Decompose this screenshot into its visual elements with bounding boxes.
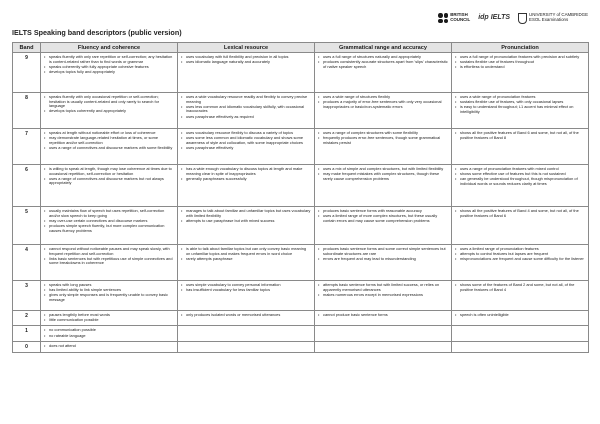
descriptor-item: • speech is often unintelligible [455,313,585,318]
descriptor-list [455,167,585,187]
descriptor-cell [178,93,315,129]
descriptor-cell [452,165,589,207]
descriptor-item: • produces simple speech fluently, but more complex communication causes fluency problems [44,224,174,233]
descriptor-item: • has insufficient vocabulary for less familiar topics [181,288,311,293]
descriptor-cell [315,326,452,341]
descriptor-item: • speaks at length without noticeable effort or loss of coherence [44,131,174,136]
descriptor-list [44,131,174,151]
descriptor-cell [178,311,315,326]
descriptor-list [455,247,585,262]
column-header-band: Band [13,43,41,53]
descriptor-cell [178,53,315,93]
descriptor-list [318,247,448,261]
descriptor-list [44,283,174,303]
descriptor-item: • errors are frequent and may lead to misunderstanding [318,257,448,262]
descriptor-cell [315,165,452,207]
descriptor-item: • uses a wide vocabulary resource readily and flexibly to convey precise meaning [181,95,311,104]
descriptor-list [181,283,311,293]
descriptor-item: • attempts basic sentence forms but with limited success, or relies on apparently memorised utterances [318,283,448,292]
descriptor-list [318,55,448,69]
band-cell: 6 [13,165,41,207]
band-cell: 8 [13,93,41,129]
column-header-pronunciation: Pronunciation [452,43,589,53]
descriptor-item: • is effortless to understand [455,65,585,70]
descriptor-cell [41,165,178,207]
descriptor-list [318,283,448,297]
descriptor-cell [178,165,315,207]
descriptor-cell [178,281,315,311]
descriptor-cell [452,129,589,165]
table-row [13,93,589,129]
descriptor-item: • uses some less common and idiomatic vocabulary and shows some awareness of style and collocation, with some inappropriate choices [181,136,311,145]
descriptor-list [181,313,311,318]
descriptor-item: • may demonstrate language-related hesitation at times, or some repetition and/or self-correction [44,136,174,145]
descriptor-item: • no rateable language [44,334,174,339]
descriptor-list [318,209,448,223]
descriptor-cell [178,207,315,245]
descriptor-list [44,55,174,75]
descriptor-cell [315,245,452,281]
descriptor-item: • little communication possible [44,318,174,323]
descriptor-list [44,328,174,338]
descriptor-cell [452,93,589,129]
descriptor-item: • is easy to understand throughout; L1 accent has minimal effect on intelligibility [455,105,585,114]
column-header-grammar: Grammatical range and accuracy [315,43,452,53]
descriptor-item: • has a wide enough vocabulary to discuss topics at length and make meaning clear in spite of inappropriacies [181,167,311,176]
column-header-fluency: Fluency and coherence [41,43,178,53]
descriptor-list [181,247,311,261]
table-row [13,341,589,352]
descriptor-item: • uses a wide range of pronunciation features [455,95,585,100]
descriptor-item: • uses paraphrase effectively [181,146,311,151]
descriptor-item: • frequently produces error-free sentences, though some grammatical mistakes persist [318,136,448,145]
descriptor-item: • shows all the positive features of Band 6 and some, but not all, of the positive features of Band 8 [455,131,585,140]
descriptor-item: • speaks coherently with fully appropriate cohesive features [44,65,174,70]
descriptor-item: • is able to talk about familiar topics but can only convey basic meaning on unfamiliar topics and makes frequent errors in word choice [181,247,311,256]
descriptor-item: • mispronunciations are frequent and cause some difficulty for the listener [455,257,585,262]
descriptor-cell [452,341,589,352]
band-cell: 5 [13,207,41,245]
table-row [13,207,589,245]
descriptor-cell [41,93,178,129]
descriptor-item: • produces basic sentence forms and some correct simple sentences but subordinate structures are rare [318,247,448,256]
descriptor-item: • uses a limited range of pronunciation features [455,247,585,252]
band-cell: 9 [13,53,41,93]
descriptor-cell [315,53,452,93]
descriptor-cell [178,341,315,352]
table-row [13,281,589,311]
descriptor-item: • uses paraphrase effectively as required [181,115,311,120]
descriptor-cell [315,341,452,352]
descriptor-cell [452,53,589,93]
descriptor-item: • uses a mix of simple and complex structures, but with limited flexibility [318,167,448,172]
descriptor-item: • uses idiomatic language naturally and accurately [181,60,311,65]
descriptor-item: • uses vocabulary resource flexibly to discuss a variety of topics [181,131,311,136]
descriptor-cell [41,207,178,245]
descriptor-item: • shows some of the features of Band 2 and some, but not all, of the positive features of Band 4 [455,283,585,292]
descriptor-cell [452,245,589,281]
table-row [13,53,589,93]
descriptor-cell [452,281,589,311]
cambridge-logo [518,13,588,24]
band-cell: 7 [13,129,41,165]
descriptor-item: • speaks fluently with only rare repetition or self-correction; any hesitation is content-related rather than to find words or grammar [44,55,174,64]
descriptor-item: • uses a wide range of structures flexibly [318,95,448,100]
table-row [13,165,589,207]
descriptor-list [44,313,174,323]
descriptor-item: • only produces isolated words or memorised utterances [181,313,311,318]
descriptor-item: • uses a range of connectives and discourse markers but not always appropriately [44,177,174,186]
descriptor-list [318,167,448,181]
descriptor-item: • develops topics fully and appropriately [44,70,174,75]
logo-strip [438,8,588,28]
band-cell: 1 [13,326,41,341]
descriptor-cell [41,326,178,341]
descriptor-list [455,209,585,218]
descriptor-item: • shows all the positive features of Band 4 and some, but not all, of the positive features of Band 6 [455,209,585,218]
descriptor-item: • rarely attempts paraphrase [181,257,311,262]
descriptor-item: • gives only simple responses and is frequently unable to convey basic message [44,293,174,302]
band-cell: 2 [13,311,41,326]
descriptor-item: • uses a full range of pronunciation features with precision and subtlety [455,55,585,60]
table-row [13,311,589,326]
descriptor-item: • links basic sentences but with repetitious use of simple connectives and some breakdowns in coherence [44,257,174,266]
descriptor-item: • shows some effective use of features but this is not sustained [455,172,585,177]
descriptor-item: • produces a majority of error-free sentences with only very occasional inappropriacies or basic/non-systematic errors [318,100,448,109]
descriptor-item: • uses vocabulary with full flexibility and precision in all topics [181,55,311,60]
descriptor-item: • speaks with long pauses [44,283,174,288]
descriptor-list [455,131,585,140]
descriptor-item: • develops topics coherently and appropriately [44,109,174,114]
descriptor-cell [452,207,589,245]
band-cell: 3 [13,281,41,311]
descriptor-cell [315,129,452,165]
descriptor-item: • does not attend [44,344,174,349]
column-header-lexical: Lexical resource [178,43,315,53]
page-header [12,6,588,40]
british-council-logo [438,13,470,23]
descriptor-item: • cannot produce basic sentence forms [318,313,448,318]
descriptor-list [181,131,311,151]
page-title: IELTS Speaking band descriptors (public version) [12,28,182,37]
british-council-wordmark: BRITISH COUNCIL [450,12,471,22]
british-council-dots-icon [438,13,448,23]
table-row [13,129,589,165]
descriptor-item: • makes numerous errors except in memorised expressions [318,293,448,298]
descriptor-item: • may over-use certain connectives and discourse markers [44,219,174,224]
descriptor-item: • attempts to use paraphrase but with mixed success [181,219,311,224]
descriptor-cell [41,281,178,311]
descriptor-item: • can generally be understood throughout, though mispronunciation of individual words or sounds reduces clarity at times [455,177,585,186]
descriptor-item: • uses simple vocabulary to convey personal information [181,283,311,288]
descriptor-list [455,313,585,318]
descriptor-cell [41,129,178,165]
descriptor-cell [315,311,452,326]
descriptor-item: • attempts to control features but lapses are frequent [455,252,585,257]
descriptor-item: • uses a full range of structures naturally and appropriately [318,55,448,60]
descriptor-item: • uses a range of complex structures with some flexibility [318,131,448,136]
descriptor-item: • uses a limited range of more complex structures, but these usually contain errors and may cause some comprehension problems [318,214,448,223]
descriptor-list [455,95,585,115]
descriptor-item: • has limited ability to link simple sentences [44,288,174,293]
descriptor-cell [315,207,452,245]
descriptor-cell [178,326,315,341]
descriptor-cell [41,311,178,326]
descriptor-cell [178,129,315,165]
idp-wordmark: idp [478,13,489,21]
descriptor-item: • usually maintains flow of speech but uses repetition, self-correction and/or slow speech to keep going [44,209,174,218]
idp-ielts-logo [478,13,511,21]
descriptor-list [455,55,585,70]
descriptor-item: • cannot respond without noticeable pauses and may speak slowly, with frequent repetition and self-correction [44,247,174,256]
descriptor-cell [315,281,452,311]
table-header-row [13,43,589,53]
descriptor-item: • uses a range of connectives and discourse markers with some flexibility [44,146,174,151]
cambridge-shield-icon [518,13,527,24]
descriptor-item: • produces consistently accurate structures apart from 'slips' characteristic of native speaker speech [318,60,448,69]
descriptor-item: • sustains flexible use of features throughout [455,60,585,65]
descriptor-list [181,55,311,65]
ielts-wordmark: IELTS [490,13,511,21]
descriptor-item: • uses less common and idiomatic vocabulary skilfully, with occasional inaccuracies [181,105,311,114]
descriptor-item: • speaks fluently with only occasional repetition or self-correction; hesitation is usually content-related and only rarely to search for language [44,95,174,109]
descriptor-list [44,344,174,349]
descriptor-list [181,167,311,181]
descriptor-cell [41,341,178,352]
descriptor-item: • uses a range of pronunciation features with mixed control [455,167,585,172]
descriptor-item: • manages to talk about familiar and unfamiliar topics but uses vocabulary with limited flexibility [181,209,311,218]
descriptor-cell [178,245,315,281]
descriptor-cell [315,93,452,129]
table-row [13,326,589,341]
table-row [13,245,589,281]
descriptor-cell [452,311,589,326]
descriptor-item: • pauses lengthily before most words [44,313,174,318]
descriptor-list [44,95,174,114]
descriptor-list [181,95,311,119]
descriptor-item: • generally paraphrases successfully [181,177,311,182]
descriptor-list [44,167,174,186]
band-cell: 4 [13,245,41,281]
descriptor-list [181,209,311,223]
descriptor-item: • may make frequent mistakes with complex structures, though these rarely cause comprehension problems [318,172,448,181]
band-descriptors-table [12,42,589,353]
descriptor-cell [41,53,178,93]
descriptor-item: • produces basic sentence forms with reasonable accuracy [318,209,448,214]
descriptor-list [318,313,448,318]
descriptor-list [455,283,585,292]
descriptor-cell [452,326,589,341]
descriptor-list [44,209,174,233]
descriptor-list [44,247,174,266]
band-cell: 0 [13,341,41,352]
descriptor-item: • is willing to speak at length, though may lose coherence at times due to occasional repetition, self-correction or hesitation [44,167,174,176]
descriptor-item: • sustains flexible use of features, with only occasional lapses [455,100,585,105]
cambridge-wordmark: UNIVERSITY of CAMBRIDGE ESOL Examinations [529,12,588,22]
descriptor-list [318,95,448,109]
descriptor-list [318,131,448,145]
descriptor-item: • no communication possible [44,328,174,333]
descriptor-cell [41,245,178,281]
